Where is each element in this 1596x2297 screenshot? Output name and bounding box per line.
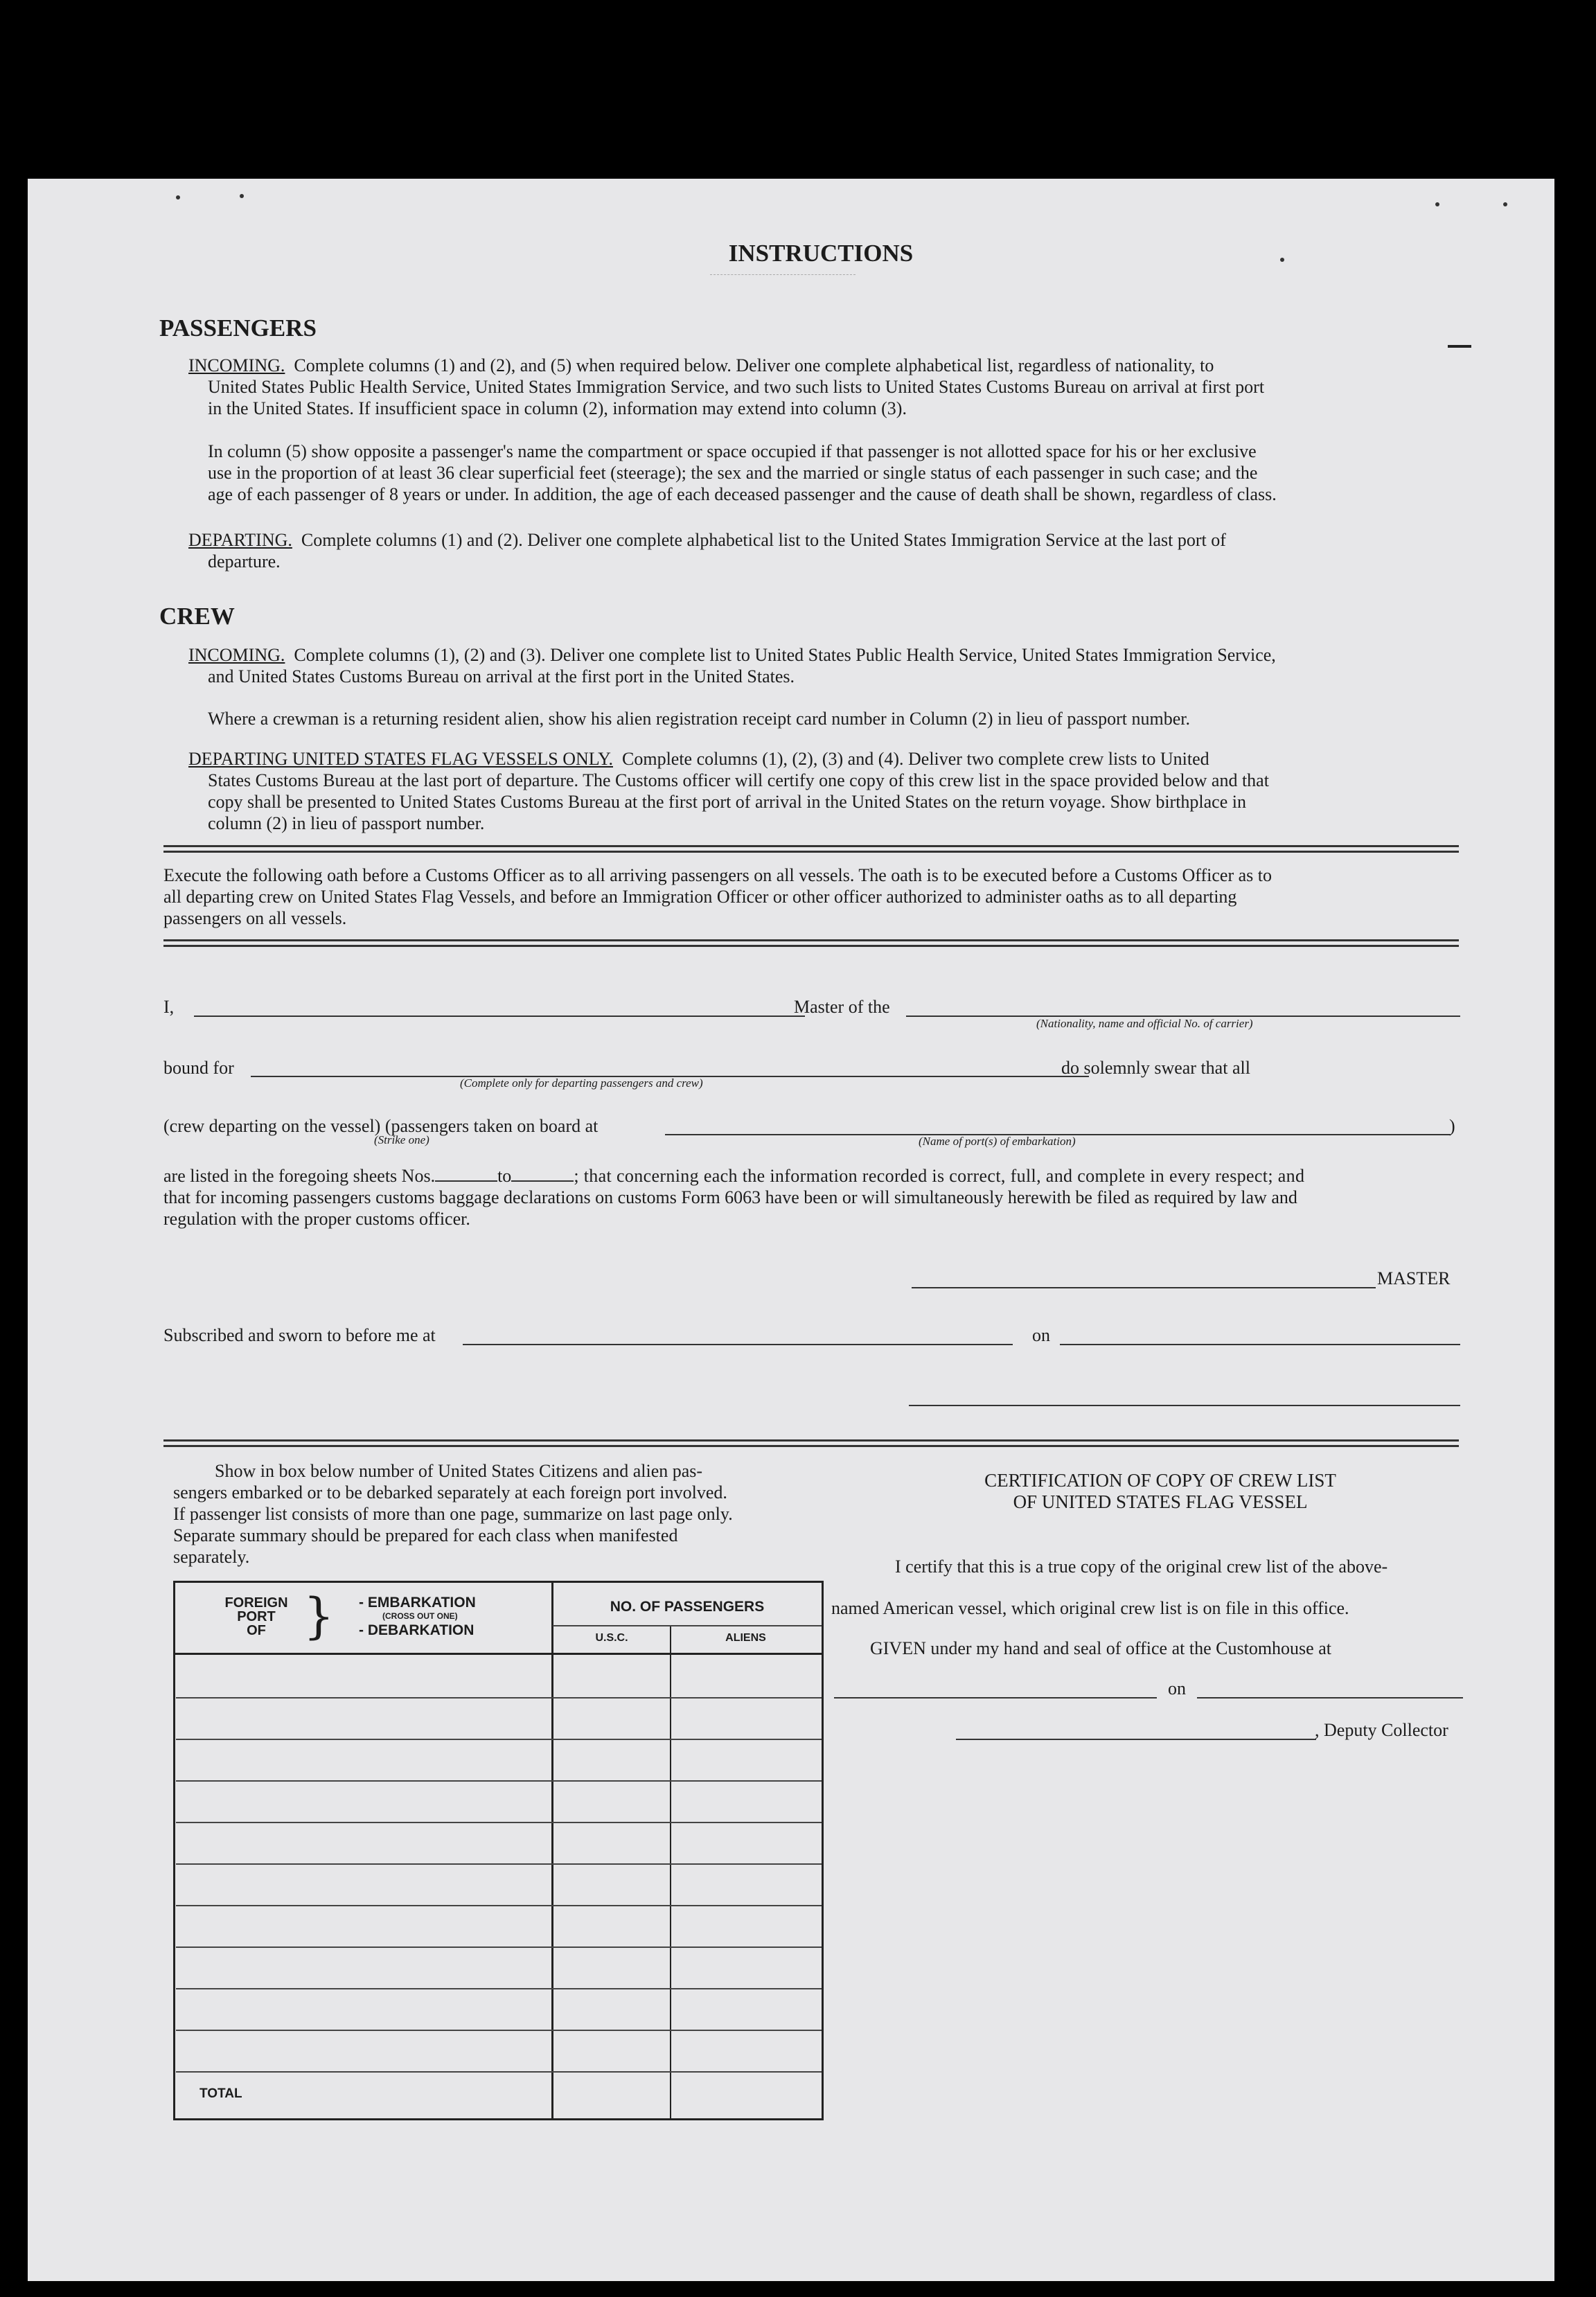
close-paren: )	[1449, 1116, 1455, 1136]
customhouse-field[interactable]	[834, 1697, 1157, 1699]
text-line: Complete columns (1) and (2). Deliver one complete alphabetical list to the United States Immigration Service at the last port of	[301, 530, 1226, 550]
text-line: Complete columns (1), (2), (3) and (4). Deliver two complete crew lists to United	[622, 749, 1209, 769]
text-line: Complete columns (1) and (2), and (5) when required below. Deliver one complete alphabetical list, regardless of nationality, to	[294, 355, 1214, 375]
aliens-header: ALIENS	[725, 1632, 766, 1644]
solemnly-swear-label: do solemnly swear that all	[1061, 1058, 1250, 1078]
master-label: MASTER	[1377, 1268, 1451, 1288]
no-of-passengers-header: NO. OF PASSENGERS	[610, 1599, 765, 1615]
total-label: TOTAL	[200, 2086, 242, 2101]
speck	[1435, 202, 1439, 206]
listed-line-1	[163, 1165, 1304, 1187]
text-line: column (2) in lieu of passport number.	[208, 813, 485, 833]
cross-out-note: (CROSS OUT ONE)	[382, 1611, 458, 1621]
table-row[interactable]	[176, 1697, 822, 1699]
text-line: age of each passenger of 8 years or under. In addition, the age of each deceased passenger and the cause of death shall be shown, regardless of class.	[208, 484, 1277, 504]
complete-only-caption: (Complete only for departing passengers and crew)	[460, 1076, 703, 1090]
text-line: States Customs Bureau at the last port of departure. The Customs officer will certify one copy of this crew list in the space provided below and that	[208, 770, 1269, 790]
table-row[interactable]	[176, 1946, 822, 1948]
passengers-incoming-label: INCOMING.	[188, 355, 285, 375]
passenger-summary-table	[173, 1581, 824, 2120]
officer-signature-field[interactable]	[909, 1405, 1460, 1406]
table-divider	[551, 1581, 553, 2118]
text-line: Separate summary should be prepared for each class when manifested	[173, 1525, 678, 1545]
form-page	[28, 179, 1554, 2281]
table-divider	[173, 1653, 822, 1655]
oath-i-label: I,	[163, 997, 175, 1017]
master-signature-field[interactable]	[912, 1287, 1376, 1288]
double-rule	[163, 939, 1459, 947]
text-line: PORT	[237, 1609, 276, 1624]
passengers-heading: PASSENGERS	[159, 314, 317, 342]
text-line: that for incoming passengers customs baggage declarations on customs Form 6063 have been or will simultaneously herewith be filed as required by law and	[163, 1187, 1297, 1207]
text-line: OF UNITED STATES FLAG VESSEL	[1013, 1491, 1308, 1512]
text-line: regulation with the proper customs officer.	[163, 1209, 470, 1229]
sheet-to-field[interactable]	[511, 1180, 574, 1182]
text-line: ; that concerning each the information recorded is correct, full, and complete in every respect; and	[574, 1166, 1305, 1186]
master-of-the-label: Master of the	[794, 997, 890, 1017]
table-row[interactable]	[176, 2071, 822, 2073]
text-line: separately.	[173, 1547, 250, 1567]
text-line: OF	[247, 1623, 266, 1638]
text-line: in the United States. If insufficient space in column (2), information may extend into column (3).	[208, 398, 907, 418]
text-line: sengers embarked or to be debarked separately at each foreign port involved.	[173, 1482, 727, 1502]
table-row[interactable]	[176, 1905, 822, 1906]
crew-heading: CREW	[159, 603, 235, 630]
subscribed-label: Subscribed and sworn to before me at	[163, 1325, 436, 1345]
text-line: departure.	[208, 551, 281, 571]
text-line: If passenger list consists of more than one page, summarize on last page only.	[173, 1504, 733, 1524]
crew-departing	[188, 748, 1456, 770]
bound-for-label: bound for	[163, 1058, 234, 1078]
text-line: Where a crewman is a returning resident alien, show his alien registration receipt card number in Column (2) in lieu of passport number.	[208, 709, 1191, 729]
strike-one-caption: (Strike one)	[374, 1133, 429, 1146]
table-row[interactable]	[176, 1780, 822, 1782]
usc-header: U.S.C.	[595, 1632, 628, 1644]
certification-title	[852, 1470, 1469, 1513]
speck	[1280, 258, 1284, 262]
passengers-departing-label: DEPARTING.	[188, 530, 292, 550]
text-line: copy shall be presented to United States Customs Bureau at the first port of arrival in the United States on the return voyage. Show birthplace in	[208, 792, 1246, 812]
margin-mark	[1448, 345, 1471, 348]
text-line: and United States Customs Bureau on arrival at the first port in the United States.	[208, 666, 795, 686]
text-line: Show in box below number of United States Citizens and alien pas-	[215, 1461, 703, 1481]
crew-incoming	[188, 644, 1456, 666]
page-title: INSTRUCTIONS	[728, 240, 914, 267]
brace-icon: }	[303, 1588, 335, 1644]
text-line: United States Public Health Service, United States Immigration Service, and two such lists to United States Customs Bureau on arrival at first port	[208, 377, 1265, 397]
crew-departing-label: (crew departing on the vessel) (passengers taken on board at	[163, 1116, 598, 1136]
ports-caption: (Name of port(s) of embarkation)	[919, 1135, 1076, 1148]
text-line: to	[497, 1166, 512, 1186]
on-label: on	[1032, 1325, 1050, 1345]
master-name-field[interactable]	[194, 1016, 805, 1017]
deputy-collector-label: , Deputy Collector	[1315, 1720, 1448, 1740]
table-row[interactable]	[176, 1988, 822, 1989]
deputy-signature-field[interactable]	[956, 1739, 1316, 1740]
double-rule	[163, 845, 1459, 853]
text-line: passengers on all vessels.	[163, 908, 347, 928]
cert-on-label: on	[1168, 1678, 1186, 1699]
speck	[240, 194, 244, 198]
crew-incoming-label: INCOMING.	[188, 645, 285, 665]
text-line: FOREIGN	[224, 1595, 288, 1611]
text-line: Execute the following oath before a Customs Officer as to all arriving passengers on all vessels. The oath is to be executed before a Customs Officer as to	[163, 865, 1272, 885]
text-line: GIVEN under my hand and seal of office at the Customhouse at	[870, 1638, 1331, 1658]
text-line: named American vessel, which original crew list is on file in this office.	[831, 1598, 1349, 1618]
table-divider	[670, 1625, 671, 2118]
table-row[interactable]	[176, 1739, 822, 1740]
foreign-port-of-header	[215, 1596, 298, 1638]
table-row[interactable]	[176, 2030, 822, 2031]
table-divider	[553, 1625, 822, 1626]
cert-date-field[interactable]	[1197, 1697, 1463, 1699]
debarkation-option[interactable]: - DEBARKATION	[359, 1622, 475, 1638]
nationality-caption: (Nationality, name and official No. of carrier)	[1036, 1017, 1253, 1030]
crew-departing-label: DEPARTING UNITED STATES FLAG VESSELS ONLY.	[188, 749, 613, 769]
title-ornament	[710, 274, 855, 289]
passengers-departing	[188, 529, 1456, 551]
subscribed-place-field[interactable]	[463, 1344, 1013, 1345]
text-line: CERTIFICATION OF COPY OF CREW LIST	[984, 1470, 1336, 1491]
embarkation-option[interactable]: - EMBARKATION	[359, 1595, 476, 1611]
subscribed-date-field[interactable]	[1060, 1344, 1460, 1345]
text-line: are listed in the foregoing sheets Nos.	[163, 1166, 436, 1186]
passengers-incoming	[188, 355, 1456, 376]
sheet-from-field[interactable]	[435, 1180, 497, 1182]
speck	[1503, 202, 1507, 206]
table-row[interactable]	[176, 1863, 822, 1865]
speck	[176, 195, 180, 199]
text-line: In column (5) show opposite a passenger's name the compartment or space occupied if that passenger is not allotted space for his or her exclusive	[208, 441, 1257, 461]
text-line: use in the proportion of at least 36 clear superficial feet (steerage); the sex and the married or single status of each passenger in such case; and the	[208, 463, 1258, 483]
table-row[interactable]	[176, 1822, 822, 1823]
double-rule	[163, 1439, 1459, 1447]
text-line: all departing crew on United States Flag Vessels, and before an Immigration Officer or other officer authorized to administer oaths as to all departing	[163, 887, 1237, 907]
text-line: Complete columns (1), (2) and (3). Deliver one complete list to United States Public Health Service, United States Immigration Service,	[294, 645, 1276, 665]
text-line: I certify that this is a true copy of the original crew list of the above-	[895, 1557, 1388, 1577]
